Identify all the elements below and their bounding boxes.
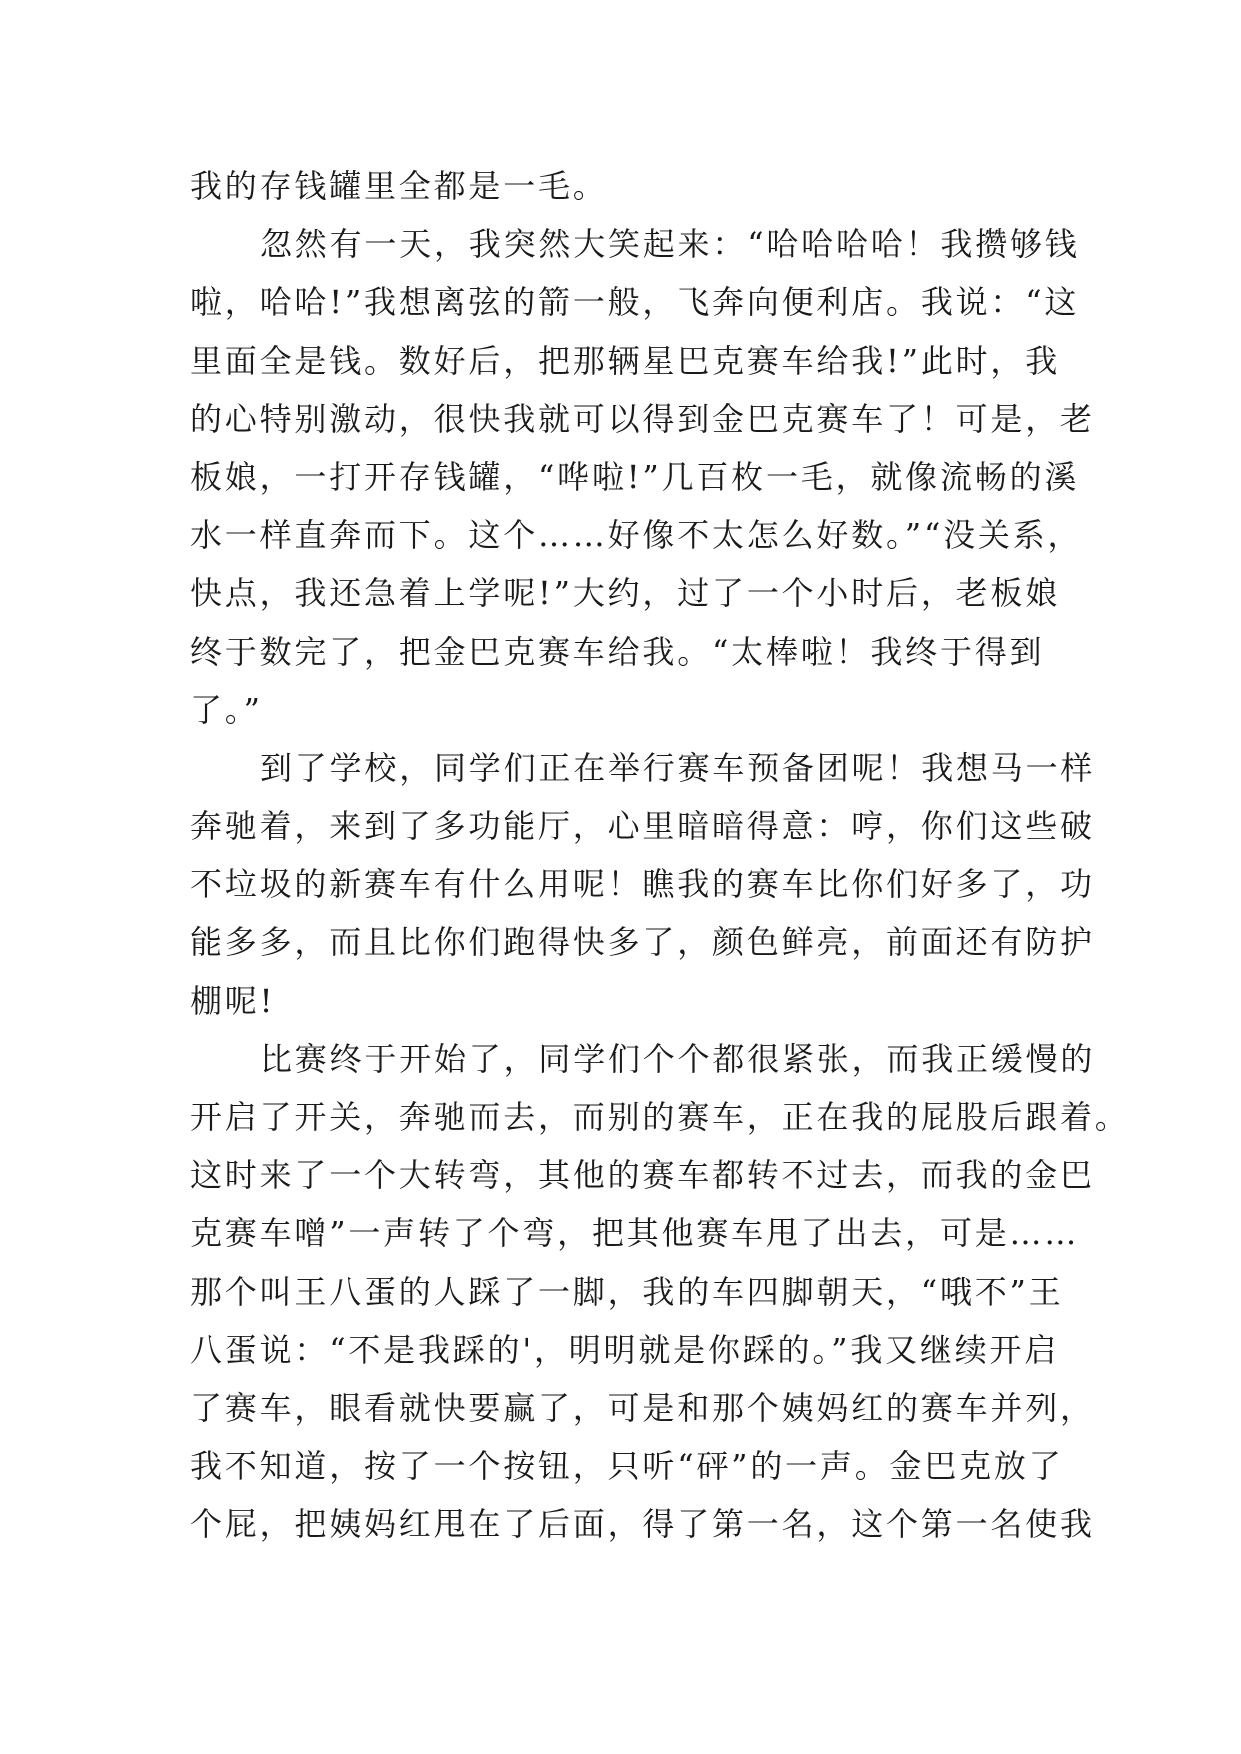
text-line: 棚呢!	[190, 981, 276, 1020]
text-line: 忽然有一天，我突然大笑起来：“哈哈哈哈！我攒够钱	[260, 225, 1080, 264]
text-line: 我的存钱罐里全都是一毛。	[190, 167, 608, 205]
text-line: 这时来了一个大转弯，其他的赛车都转不过去，而我的金巴	[190, 1156, 1095, 1195]
text-line: 水一样直奔而下。这个……好像不太怎么好数。”“没关系，	[190, 516, 1083, 555]
text-line: 我不知道，按了一个按钮，只听“砰”的一声。金巴克放了	[190, 1447, 1064, 1486]
text-line: 快点，我还急着上学呢!”大约，过了一个小时后，老板娘	[190, 574, 1061, 613]
text-line: 克赛车噌”一声转了个弯，把其他赛车甩了出去，可是……	[190, 1214, 1080, 1253]
text-line: 终于数完了，把金巴克赛车给我。“太棒啦！我终于得到	[190, 632, 1045, 671]
text-line: 奔驰着，来到了多功能厅，心里暗暗得意：哼，你们这些破	[190, 807, 1095, 846]
document-body	[190, 157, 1130, 1554]
text-line: 比赛终于开始了，同学们个个都很紧张，而我正缓慢的	[260, 1039, 1096, 1078]
text-line: 了。”	[190, 690, 263, 729]
text-line: 了赛车，眼看就快要赢了，可是和那个姨妈红的赛车并列，	[190, 1388, 1095, 1427]
text-line: 八蛋说：“不是我踩的'，明明就是你踩的。”我又继续开启	[190, 1330, 1060, 1369]
text-line: 啦，哈哈!”我想离弦的箭一般，飞奔向便利店。我说：“这	[190, 283, 1080, 322]
text-line: 那个叫王八蛋的人踩了一脚，我的车四脚朝天，“哦不”王	[190, 1272, 1064, 1311]
text-line: 到了学校，同学们正在举行赛车预备团呢！我想马一样	[260, 748, 1096, 787]
text-line: 个屁，把姨妈红甩在了后面，得了第一名，这个第一名使我	[190, 1505, 1095, 1544]
text-line: 里面全是钱。数好后，把那辆星巴克赛车给我!”此时，我	[190, 341, 1061, 380]
text-line: 能多多，而且比你们跑得快多了，颜色鲜亮，前面还有防护	[190, 923, 1095, 962]
text-line: 的心特别激动，很快我就可以得到金巴克赛车了！可是，老	[190, 399, 1095, 438]
text-line: 开启了开关，奔驰而去，而别的赛车，正在我的屁股后跟着。	[190, 1098, 1130, 1136]
text-line: 不垃圾的新赛车有什么用呢！瞧我的赛车比你们好多了，功	[190, 865, 1095, 904]
text-line: 板娘，一打开存钱罐，“哗啦!”几百枚一毛，就像流畅的溪	[190, 457, 1080, 496]
